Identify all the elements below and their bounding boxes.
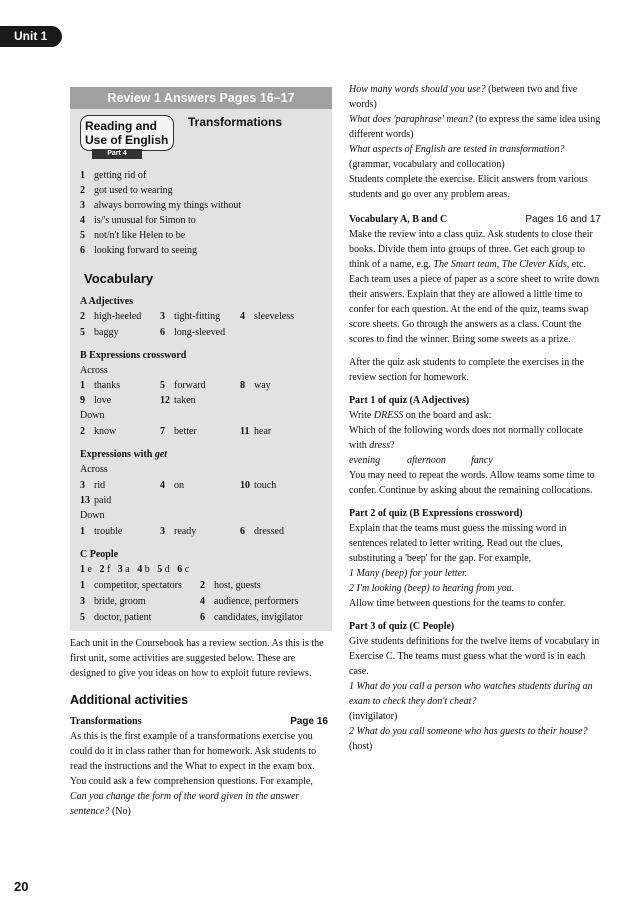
vocab-subheading: Vocabulary A, B and C Pages 16 and 17 [349, 214, 601, 225]
page-number: 20 [14, 879, 29, 894]
answer-item: 12 taken [160, 395, 196, 406]
answer-item: 13 paid [80, 495, 112, 506]
left-column-text [70, 636, 328, 819]
answer-item: 2 host, guests [200, 580, 261, 591]
part2-allow: Allow time between questions for the teams to confer. [349, 598, 566, 609]
reading-use-of-english-badge [80, 115, 174, 151]
answer-item: 4 sleeveless [240, 311, 294, 322]
across-label: Across [80, 464, 108, 475]
intro-paragraph: Each unit in the Coursebook has a review section. As this is the first unit, some activities are suggested below. These are designed to give you ideas on how to exploit future reviews. [70, 638, 324, 679]
part3-question-2: 2 What do you call someone who has guests to their house? (host) [349, 726, 588, 752]
part2-example-2: 2 I'm looking (beep) to hearing from you. [349, 583, 515, 594]
people-heading: C People [80, 549, 119, 560]
transformations-heading: Transformations [188, 115, 283, 129]
answer-item: 6 dressed [240, 526, 284, 537]
answer-item: 2 high-heeled [80, 311, 142, 322]
expressions-get-heading: Expressions with get [80, 449, 168, 460]
crossword-heading: B Expressions crossword [80, 350, 187, 361]
badge-line-1: Reading and [85, 119, 158, 133]
part3-subheading: Part 3 of quiz (C People) [349, 621, 455, 632]
down-label: Down [80, 410, 105, 421]
transformations-body: As this is the first example of a transformations exercise you could do it in class rather than for homework. Ask students to read the instructions and the What to expect in the exam box. You could ask a few comprehension questions. For example, Can you change the form of the word given in the answer sentence? (No) [70, 731, 317, 817]
answer-item: 3 rid [80, 480, 106, 491]
part3-answer-1: (invigilator) [349, 711, 398, 722]
answer-item: 7 better [160, 426, 197, 437]
transformations-subheading: Transformations Page 16 [70, 716, 328, 727]
part1-write: Write DRESS on the board and ask: [349, 410, 492, 421]
part2-body: Explain that the teams must guess the missing word in sentences related to letter writing. Read out the clues, substituting a 'beep' for the gap. For example, [349, 523, 567, 564]
answer-item: 4 on [160, 480, 184, 491]
additional-activities-heading: Additional activities [70, 693, 189, 707]
answer-item: 6 candidates, invigilator [200, 612, 303, 623]
answer-item: 1 competitor, spectators [80, 580, 182, 591]
question-2: What does 'paraphrase' mean? (to express the same idea using different words) [349, 114, 601, 140]
part3-body: Give students definitions for the twelve items of vocabulary in Exercise C. The teams must guess what the word is in each case. [349, 636, 600, 677]
transformation-item: 6 looking forward to seeing [80, 245, 198, 256]
answer-item: 5 forward [160, 380, 206, 391]
answer-item: 11 hear [240, 426, 272, 437]
after-quiz-paragraph: After the quiz ask students to complete the exercises in the review section for homework. [349, 357, 584, 383]
part1-subheading: Part 1 of quiz (A Adjectives) [349, 395, 470, 406]
badge-line-2: Use of English [85, 133, 169, 147]
answer-item: 5 doctor, patient [80, 612, 152, 623]
across-label: Across [80, 365, 108, 376]
part2-example-1: 1 Many (beep) for your letter. [349, 568, 468, 579]
part1-question: Which of the following words does not normally collocate with dress? [349, 425, 583, 451]
review-title: Review 1 Answers Pages 16–17 [70, 87, 332, 109]
right-column-text [349, 82, 601, 754]
part1-body: You may need to repeat the words. Allow teams some time to confer. Continue by asking about the remaining collocations. [349, 470, 595, 496]
adjectives-heading: A Adjectives [80, 296, 134, 307]
vocab-body-1: Make the review into a class quiz. Ask students to close their books. Divide them into groups of three. Get each group to think of a name, e.g. The Smart team, The Clever Kids, etc. [349, 229, 593, 270]
review-answers-box [70, 87, 332, 631]
vocab-body-2: Each team uses a piece of paper as a score sheet to write down their answers. Explain that they are allowed a little time to confer for each question. At the end of the quiz, teams swap score sheets. Go through the answers as a class. Count the scores to find the winner. Bring some sweets as a prize. [349, 274, 600, 345]
answer-item: 2 know [80, 426, 117, 437]
answer-item: 3 tight-fitting [160, 311, 221, 322]
part3-question-1: 1 What do you call a person who watches students during an exam to check they don't cheat? [349, 681, 593, 707]
transformation-item: 1 getting rid of [80, 170, 147, 181]
complete-paragraph: Students complete the exercise. Elicit answers from various students and go over any problem areas. [349, 174, 588, 200]
answer-item: 8 way [240, 380, 271, 391]
answer-item: 9 love [80, 395, 112, 406]
answer-item: 3 bride, groom [80, 596, 146, 607]
people-matching: 1 e 2 f 3 a 4 b 5 d 6 c [80, 564, 190, 575]
answer-item: 3 ready [160, 526, 197, 537]
answer-item: 1 trouble [80, 526, 123, 537]
part1-options: evening afternoon fancy [349, 455, 493, 466]
transformation-item: 5 not/n't like Helen to be [80, 230, 186, 241]
answer-item: 5 baggy [80, 327, 119, 338]
answer-item: 1 thanks [80, 380, 121, 391]
answer-item: 4 audience, performers [200, 596, 299, 607]
transformation-item: 3 always borrowing my things without [80, 200, 242, 211]
transformation-item: 4 is/'s unusual for Simon to [80, 215, 196, 226]
question-1: How many words should you use? (between two and five words) [349, 84, 578, 110]
down-label: Down [80, 510, 105, 521]
part2-subheading: Part 2 of quiz (B Expressions crossword) [349, 508, 523, 519]
answer-item: 10 touch [240, 480, 277, 491]
question-3: What aspects of English are tested in transformation? (grammar, vocabulary and collocation) [349, 144, 565, 170]
unit-tab: Unit 1 [0, 26, 62, 47]
transformation-item: 2 got used to wearing [80, 185, 173, 196]
badge-part: Part 4 [92, 149, 142, 159]
answer-item: 6 long-sleeved [160, 327, 226, 338]
vocabulary-heading: Vocabulary [84, 271, 154, 286]
